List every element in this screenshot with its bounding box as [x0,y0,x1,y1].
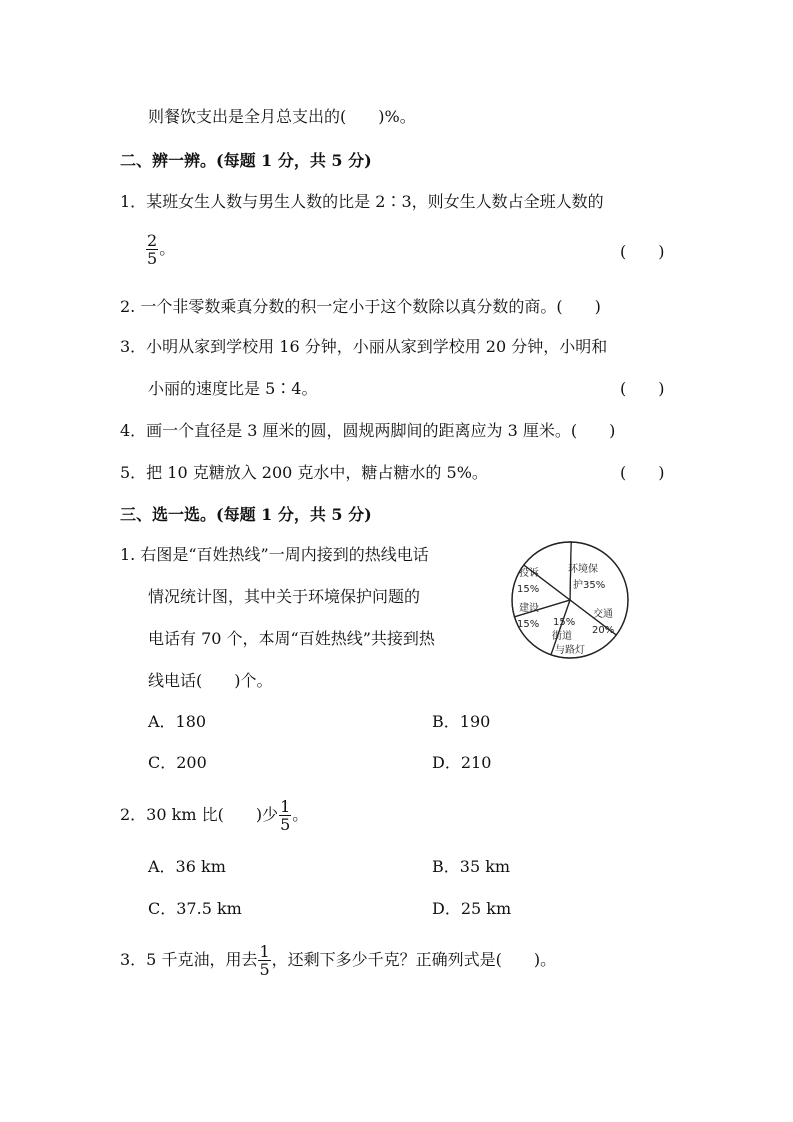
s2-q1-answer-paren[interactable]: ( ) [620,242,665,261]
label-complaint-pct: 15% [517,584,540,595]
section3-heading: 三、选一选。(每题 1 分，共 5 分) [120,505,372,524]
s3-q1-option-d[interactable]: D．210 [432,753,492,772]
s3-q1-line1: 1. 右图是“百姓热线”一周内接到的热线电话 [120,545,429,564]
fraction-denominator: 5 [147,249,158,268]
s2-q3-line2: 小丽的速度比是 5∶4。 [148,379,318,398]
s3-q2-tail: 。 [292,805,309,824]
s2-q1-line1: 1．某班女生人数与男生人数的比是 2∶3，则女生人数占全班人数的 [120,192,604,211]
fraction-denominator: 5 [280,815,291,834]
label-complaint: 投诉 [519,568,539,579]
label-build: 建设 [519,603,539,614]
s3-q2-option-b[interactable]: B．35 km [432,857,511,876]
label-street-1: 街道 [552,631,572,642]
s3-q3-tail: ，还剩下多少千克？正确列式是( )。 [271,950,557,969]
s3-q2-stem [120,796,308,834]
s3-q2-option-c[interactable]: C．37.5 km [148,899,242,918]
fraction [146,232,158,267]
s3-q2-prefix: 2．30 km 比( )少 [120,805,279,824]
s3-q1-option-c[interactable]: C．200 [148,753,207,772]
s2-q3-answer-paren[interactable]: ( ) [620,379,665,398]
label-build-pct: 15% [517,619,540,630]
hotline-pie-chart [505,538,635,663]
fraction [279,798,291,833]
fraction-numerator: 1 [280,797,291,816]
s3-q3-prefix: 3．5 千克油，用去 [120,950,258,969]
s2-q1-line2 [145,232,175,267]
s2-q4: 4．画一个直径是 3 厘米的圆，圆规两脚间的距离应为 3 厘米。( ) [120,421,616,440]
fraction-tail: 。 [159,239,176,258]
s3-q2-option-a[interactable]: A．36 km [148,857,226,876]
fraction-denominator: 5 [259,960,270,979]
label-street-pct: 15% [553,617,576,628]
label-street-2: 与路灯 [555,645,585,656]
label-env-2: 护35% [573,580,606,591]
s2-q5: 5．把 10 克糖放入 200 克水中，糖占糖水的 5%。 [120,463,488,482]
fraction-numerator: 2 [147,231,158,250]
label-env-1: 环境保 [568,564,598,575]
s2-q5-answer-paren[interactable]: ( ) [620,463,665,482]
s3-q1-line2: 情况统计图，其中关于环境保护问题的 [148,587,421,606]
s3-q1-option-a[interactable]: A．180 [148,712,207,731]
intro-line: 则餐饮支出是全月总支出的( )%。 [148,107,416,126]
s3-q1-option-b[interactable]: B．190 [432,712,491,731]
s3-q2-option-d[interactable]: D．25 km [432,899,512,918]
label-traffic-pct: 20% [592,625,615,636]
s3-q1-line3: 电话有 70 个，本周“百姓热线”共接到热 [148,629,435,648]
s2-q3-line1: 3．小明从家到学校用 16 分钟，小丽从家到学校用 20 分钟，小明和 [120,337,608,356]
s3-q1-line4: 线电话( )个。 [148,671,273,690]
s3-q3-stem [120,941,556,979]
fraction-numerator: 1 [259,942,270,961]
section2-heading: 二、辨一辨。(每题 1 分，共 5 分) [120,151,372,170]
fraction [258,943,270,978]
s2-q2: 2. 一个非零数乘真分数的积一定小于这个数除以真分数的商。( ) [120,297,601,316]
label-traffic: 交通 [593,609,613,620]
